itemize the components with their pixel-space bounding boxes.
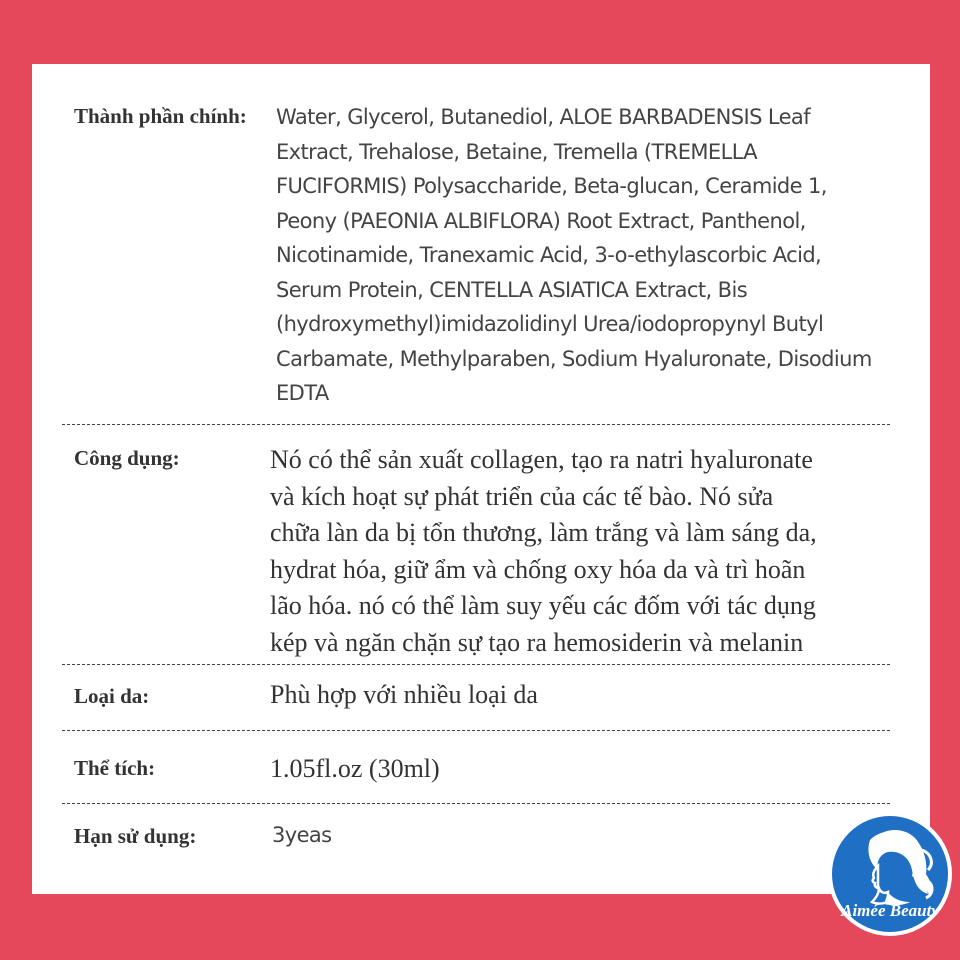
- ingredients-text: [276, 100, 872, 411]
- volume-value: 1.05fl.oz (30ml): [270, 754, 440, 783]
- uses-line: lão hóa. nó có thể làm suy yếu các đốm với tác dụng: [270, 591, 816, 620]
- divider: [62, 730, 890, 731]
- volume-label: Thể tích:: [74, 756, 156, 780]
- shelf-life-value: 3yeas: [272, 823, 332, 847]
- skin-type-value: Phù hợp với nhiều loại da: [270, 680, 538, 709]
- skin-type-label: Loại da:: [74, 684, 150, 708]
- divider: [62, 664, 890, 665]
- ingredients-line: FUCIFORMIS) Polysaccharide, Beta-glucan, Ceramide 1,: [276, 174, 827, 198]
- ingredients-line: Serum Protein, CENTELLA ASIATICA Extract, Bis: [276, 277, 748, 302]
- divider: [62, 424, 890, 425]
- logo-text: Aimée Beauty: [841, 901, 939, 920]
- uses-label: Công dụng:: [74, 446, 180, 470]
- ingredients-label: Thành phần chính:: [74, 104, 247, 128]
- ingredients-line: Nicotinamide, Tranexamic Acid, 3-o-ethylascorbic Acid,: [276, 243, 822, 267]
- ingredients-line: Peony (PAEONIA ALBIFLORA) Root Extract, Panthenol,: [276, 208, 806, 233]
- aimee-beauty-logo: [826, 810, 954, 938]
- uses-text: [270, 442, 817, 661]
- woman-silhouette-icon: [826, 810, 954, 938]
- ingredients-line: Water, Glycerol, Butanediol, ALOE BARBADENSIS Leaf: [276, 105, 810, 129]
- uses-line: hydrat hóa, giữ ẩm và chống oxy hóa da và trì hoãn: [270, 554, 806, 584]
- ingredients-line: Extract, Trehalose, Betaine, Tremella (TREMELLA: [276, 139, 758, 164]
- uses-line: Nó có thể sản xuất collagen, tạo ra natri hyaluronate: [270, 445, 813, 474]
- ingredients-line: (hydroxymethyl)imidazolidinyl Urea/iodopropynyl Butyl: [276, 312, 824, 336]
- divider: [62, 803, 890, 804]
- uses-line: và kích hoạt sự phát triển của các tế bào. Nó sửa: [270, 481, 774, 511]
- uses-line: chữa làn da bị tổn thương, làm trắng và làm sáng da,: [270, 518, 817, 547]
- uses-line: kép và ngăn chặn sự tạo ra hemosiderin và melanin: [270, 627, 804, 657]
- ingredients-line: EDTA: [276, 381, 329, 405]
- shelf-life-label: Hạn sử dụng:: [74, 824, 197, 848]
- ingredients-line: Carbamate, Methylparaben, Sodium Hyaluronate, Disodium: [276, 346, 872, 371]
